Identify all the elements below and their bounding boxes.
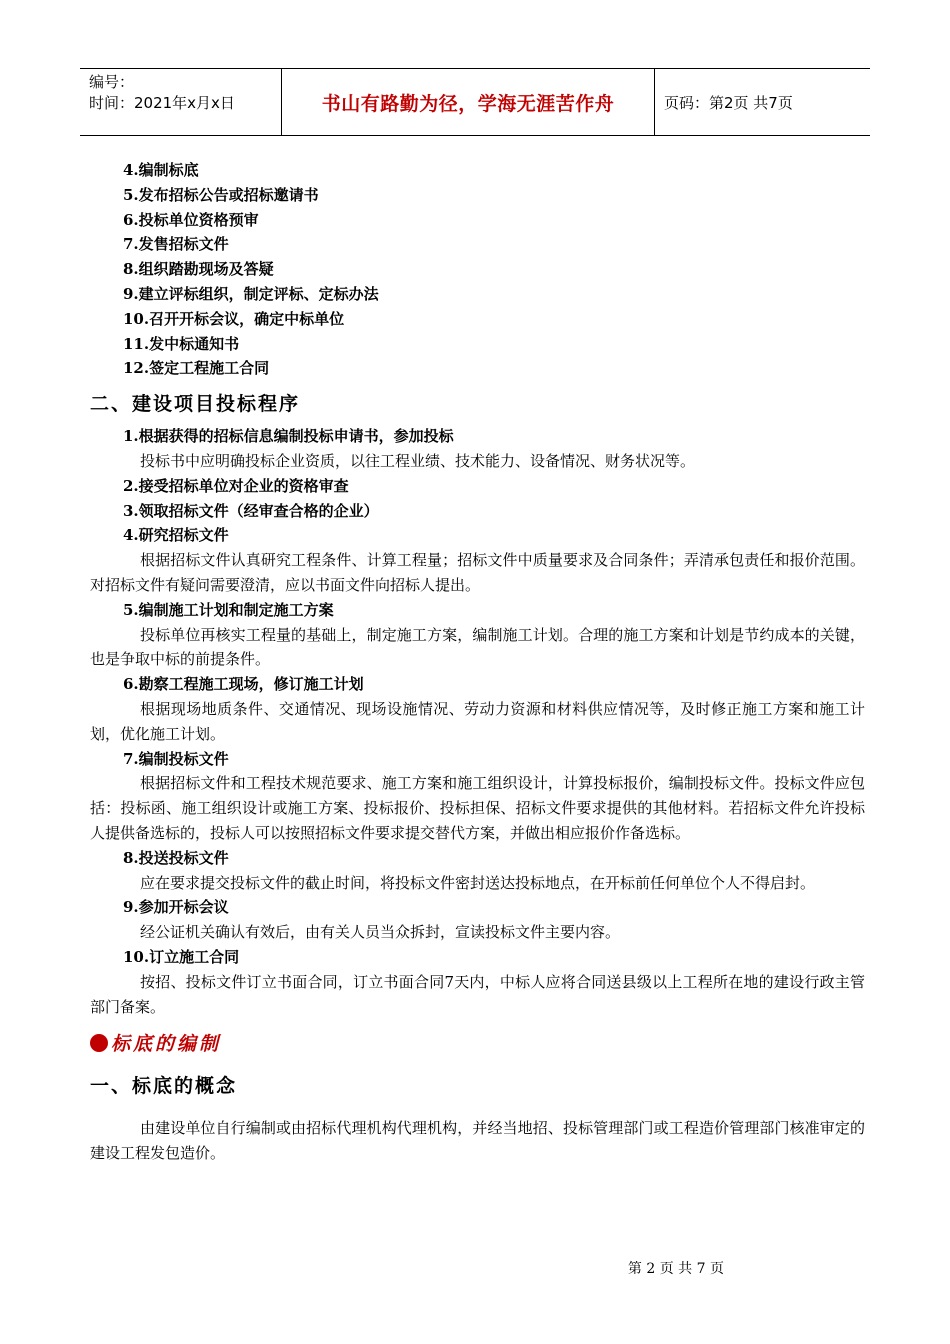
footer-page-number: 第 2 页 共 7 页 [627, 1261, 724, 1277]
step-item: 8.组织踏勘现场及答疑 [123, 260, 274, 279]
procedure-item-text: 投标单位再核实工程量的基础上，制定施工方案，编制施工计划。合理的施工方案和计划是节约成本的关键，也是争取中标的前提条件。 [90, 625, 865, 669]
step-item: 7.发售招标文件 [123, 235, 229, 254]
bullet-icon [90, 1034, 108, 1052]
step-item: 6.投标单位资格预审 [123, 210, 259, 229]
header-motto: 书山有路勤为径，学海无涯苦作舟 [282, 69, 655, 135]
step-item: 9.建立评标组织，制定评标、定标办法 [123, 284, 379, 303]
step-item: 12.签定工程施工合同 [123, 359, 270, 378]
procedure-item-title: 7.编制投标文件 [123, 749, 229, 768]
section-banner [90, 1030, 865, 1058]
procedure-item-title: 6.勘察工程施工现场，修订施工计划 [123, 675, 364, 694]
header-meta [80, 69, 282, 135]
page-header [80, 68, 870, 136]
header-page-info: 页码：第2页 共7页 [664, 93, 793, 112]
procedure-item-title: 10.订立施工合同 [123, 947, 240, 966]
procedure-item-title: 3.领取招标文件（经审查合格的企业） [123, 501, 379, 520]
procedure-item-title: 8.投送投标文件 [123, 848, 229, 867]
procedure-item-text: 经公证机关确认有效后，由有关人员当众拆封，宣读投标文件主要内容。 [140, 923, 621, 942]
procedure-item-text: 根据现场地质条件、交通情况、现场设施情况、劳动力资源和材料供应情况等，及时修正施工方案和施工计划，优化施工计划。 [90, 699, 865, 743]
procedure-item-title: 2.接受招标单位对企业的资格审查 [123, 476, 349, 495]
procedure-item-title: 5.编制施工计划和制定施工方案 [123, 600, 334, 619]
subsection-heading: 一、标底的概念 [90, 1075, 238, 1098]
procedure-item-title: 9.参加开标会议 [123, 898, 229, 917]
procedure-item-title: 4.研究招标文件 [123, 526, 229, 545]
code-label: 编号： [89, 73, 135, 91]
date-label: 时间：2021年x月x日 [89, 94, 235, 112]
bid-procedure-list [90, 424, 865, 1019]
steps-list [90, 158, 865, 381]
paragraph: 由建设单位自行编制或由招标代理机构代理机构，并经当地招、投标管理部门或工程造价管理部门核准审定的建设工程发包造价。 [90, 1119, 865, 1163]
procedure-item-title: 1.根据获得的招标信息编制投标申请书，参加投标 [123, 427, 454, 446]
section-heading: 二、建设项目投标程序 [90, 393, 301, 416]
step-item: 4.编制标底 [123, 161, 199, 179]
section-banner-title: 标底的编制 [111, 1033, 222, 1056]
procedure-item-text: 根据招标文件认真研究工程条件、计算工程量；招标文件中质量要求及合同条件；弄清承包责任和报价范围。对招标文件有疑问需要澄清，应以书面文件向招标人提出。 [90, 551, 865, 594]
step-item: 5.发布招标公告或招标邀请书 [123, 185, 319, 204]
page-footer [0, 1258, 950, 1278]
step-item: 10.召开开标会议，确定中标单位 [123, 309, 345, 328]
document-body [90, 158, 865, 1166]
procedure-item-text: 按招、投标文件订立书面合同，订立书面合同7天内，中标人应将合同送县级以上工程所在地的建设行政主管部门备案。 [90, 972, 865, 1016]
procedure-item-text: 投标书中应明确投标企业资质，以往工程业绩、技术能力、设备情况、财务状况等。 [140, 451, 696, 470]
procedure-item-text: 应在要求提交投标文件的截止时间，将投标文件密封送达投标地点，在开标前任何单位个人不得启封。 [140, 873, 816, 892]
step-item: 11.发中标通知书 [123, 334, 240, 353]
procedure-item-text: 根据招标文件和工程技术规范要求、施工方案和施工组织设计，计算投标报价，编制投标文件。投标文件应包括：投标函、施工组织设计或施工方案、投标报价、投标担保、招标文件要求提供的其他材料。若招标文件允许投标人提供备选标的，投标人可以按照招标文件要求提交替代方案，并做出相应报价作备选标。 [90, 774, 865, 842]
